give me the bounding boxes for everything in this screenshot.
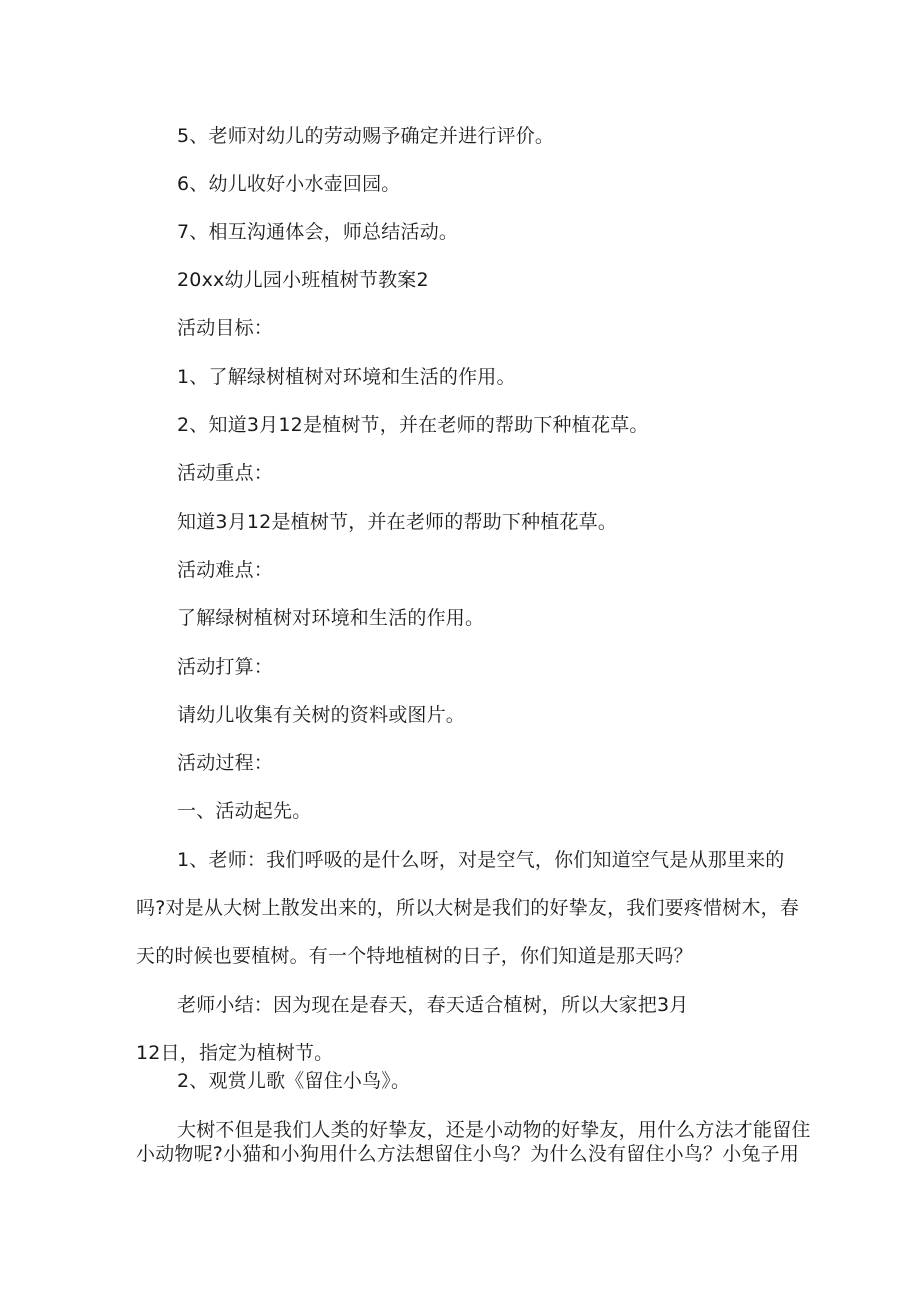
heading-process: 活动过程： (177, 752, 274, 774)
difficulty-text: 了解绿树植树对环境和生活的作用。 (177, 607, 485, 629)
heading-goals: 活动目标： (177, 317, 274, 339)
goal-item-2: 2、知道3月12是植树节，并在老师的帮助下种植花草。 (177, 414, 649, 436)
paragraph-teacher-line-3: 天的时候也要植树。有一个特地植树的日子，你们知道是那天吗？ (136, 945, 693, 967)
heading-key-point: 活动重点： (177, 462, 274, 484)
key-point-text: 知道3月12是植树节，并在老师的帮助下种植花草。 (177, 511, 618, 533)
paragraph-step-7: 7、相互沟通体会，师总结活动。 (177, 221, 459, 243)
preparation-text: 请幼儿收集有关树的资料或图片。 (177, 704, 466, 726)
heading-preparation: 活动打算： (177, 656, 274, 678)
section-title: 20xx幼儿园小班植树节教案2 (177, 269, 429, 291)
paragraph-song-line-1: 大树不但是我们人类的好挚友，还是小动物的好挚友，用什么方法才能留住 (177, 1119, 811, 1141)
paragraph-teacher-line-2: 吗?对是从大树上散发出来的，所以大树是我们的好挚友，我们要疼惜树木，春 (136, 897, 800, 919)
paragraph-teacher-line-1: 1、老师：我们呼吸的是什么呀，对是空气，你们知道空气是从那里来的 (177, 849, 785, 871)
paragraph-summary-line-2: 12日，指定为植树节。 (136, 1042, 334, 1064)
paragraph-step-5: 5、老师对幼儿的劳动赐予确定并进行评价。 (177, 125, 555, 147)
paragraph-step-6: 6、幼儿收好小水壶回园。 (177, 173, 401, 195)
process-part-2: 2、观赏儿歌《留住小鸟》。 (177, 1070, 411, 1092)
goal-item-1: 1、了解绿树植树对环境和生活的作用。 (177, 366, 516, 388)
paragraph-summary-line-1: 老师小结：因为现在是春天，春天适合植树，所以大家把3月 (177, 994, 689, 1016)
paragraph-song-line-2: 小动物呢?小猫和小狗用什么方法想留住小鸟？为什么没有留住小鸟？小兔子用 (136, 1143, 800, 1165)
process-part-1: 一、活动起先。 (177, 800, 312, 822)
heading-difficulty: 活动难点： (177, 559, 274, 581)
